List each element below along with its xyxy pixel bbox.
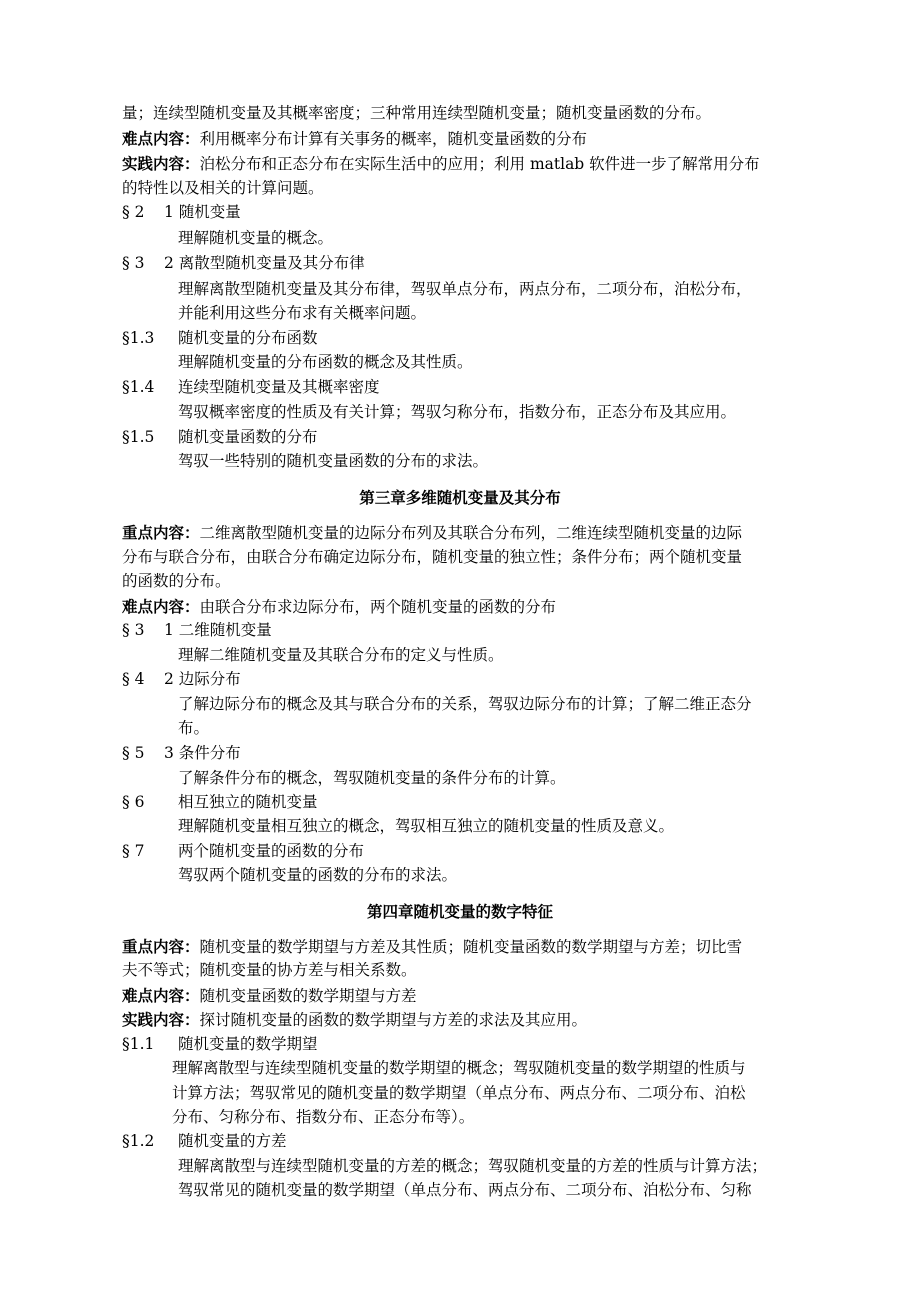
section-number: § 5 bbox=[122, 744, 145, 762]
section-desc: 计算方法；驾驭常见的随机变量的数学期望（单点分布、两点分布、二项分布、泊松 bbox=[172, 1084, 746, 1102]
section-number: §1.4 bbox=[122, 378, 155, 396]
key-line bbox=[122, 939, 742, 956]
section-number: § 3 bbox=[122, 621, 145, 639]
section-desc: 理解随机变量的概念。 bbox=[178, 229, 334, 247]
chapter-title: 第三章多维随机变量及其分布 bbox=[359, 488, 561, 507]
key-text: 二维离散型随机变量的边际分布列及其联合分布列，二维连续型随机变量的边际 bbox=[199, 524, 743, 542]
section-title: 1 二维随机变量 bbox=[164, 621, 272, 639]
section-desc: 理解随机变量相互独立的概念，驾驭相互独立的随机变量的性质及意义。 bbox=[178, 817, 675, 835]
section-number: § 6 bbox=[122, 793, 145, 811]
section-title: 1 随机变量 bbox=[164, 203, 241, 221]
section-title: 随机变量函数的分布 bbox=[178, 428, 318, 446]
practice-label: 实践内容： bbox=[122, 154, 200, 173]
difficulty-text: 随机变量函数的数学期望与方差 bbox=[199, 987, 417, 1005]
difficulty-text: 利用概率分布计算有关事务的概率，随机变量函数的分布 bbox=[199, 130, 588, 148]
section-number: §1.2 bbox=[122, 1132, 155, 1150]
key-label: 重点内容： bbox=[122, 523, 200, 542]
text-line: 量；连续型随机变量及其概率密度；三种常用连续型随机变量；随机变量函数的分布。 bbox=[122, 104, 712, 122]
practice-text: 泊松分布和正态分布在实际生活中的应用；利用 matlab 软件进一步了解常用分布 bbox=[199, 155, 760, 173]
section-desc: 分布、匀称分布、指数分布、正态分布等）。 bbox=[172, 1108, 475, 1126]
section-number: § 7 bbox=[122, 842, 145, 860]
text-line: 夫不等式；随机变量的协方差与相关系数。 bbox=[122, 961, 417, 979]
section-title: 2 边际分布 bbox=[164, 670, 241, 688]
section-number: § 3 bbox=[122, 254, 145, 272]
difficulty-text: 由联合分布求边际分布，两个随机变量的函数的分布 bbox=[199, 598, 557, 616]
section-desc: 了解条件分布的概念，驾驭随机变量的条件分布的计算。 bbox=[178, 769, 566, 787]
practice-text: 探讨随机变量的函数的数学期望与方差的求法及其应用。 bbox=[199, 1011, 588, 1029]
section-desc: 布。 bbox=[178, 719, 210, 737]
text-line: 的函数的分布。 bbox=[122, 572, 231, 590]
section-desc: 理解离散型与连续型随机变量的方差的概念；驾驭随机变量的方差的性质与计算方法； bbox=[178, 1157, 768, 1175]
difficulty-label: 难点内容： bbox=[122, 129, 200, 148]
practice-line bbox=[122, 1012, 587, 1029]
practice-line bbox=[122, 156, 760, 173]
key-line bbox=[122, 525, 742, 542]
key-text: 随机变量的数学期望与方差及其性质；随机变量函数的数学期望与方差；切比雪 bbox=[199, 938, 743, 956]
difficulty-label: 难点内容： bbox=[122, 597, 200, 616]
section-desc: 理解随机变量的分布函数的概念及其性质。 bbox=[178, 353, 473, 371]
section-number: § 2 bbox=[122, 203, 145, 221]
section-desc: 理解离散型与连续型随机变量的数学期望的概念；驾驭随机变量的数学期望的性质与 bbox=[172, 1059, 746, 1077]
section-number: §1.5 bbox=[122, 428, 155, 446]
section-title: 随机变量的分布函数 bbox=[178, 329, 318, 347]
section-desc: 驾驭常见的随机变量的数学期望（单点分布、两点分布、二项分布、泊松分布、匀称 bbox=[178, 1181, 752, 1199]
section-title: 两个随机变量的函数的分布 bbox=[178, 842, 365, 860]
section-number: §1.1 bbox=[122, 1035, 155, 1053]
section-desc: 驾驭两个随机变量的函数的分布的求法。 bbox=[178, 866, 458, 884]
difficulty-line bbox=[122, 599, 556, 616]
section-title: 连续型随机变量及其概率密度 bbox=[178, 378, 380, 396]
section-number: § 4 bbox=[122, 670, 145, 688]
section-title: 2 离散型随机变量及其分布律 bbox=[164, 254, 365, 272]
section-title: 相互独立的随机变量 bbox=[178, 793, 318, 811]
text-line: 分布与联合分布，由联合分布确定边际分布，随机变量的独立性；条件分布；两个随机变量 bbox=[122, 548, 743, 566]
section-desc: 驾驭概率密度的性质及有关计算；驾驭匀称分布，指数分布，正态分布及其应用。 bbox=[178, 403, 737, 421]
section-title: 随机变量的方差 bbox=[178, 1132, 287, 1150]
difficulty-label: 难点内容： bbox=[122, 986, 200, 1005]
difficulty-line bbox=[122, 988, 417, 1005]
section-title: 随机变量的数学期望 bbox=[178, 1035, 318, 1053]
key-label: 重点内容： bbox=[122, 937, 200, 956]
difficulty-line bbox=[122, 131, 587, 148]
section-desc: 理解离散型随机变量及其分布律，驾驭单点分布，两点分布，二项分布，泊松分布， bbox=[178, 280, 752, 298]
text-line: 的特性以及相关的计算问题。 bbox=[122, 179, 324, 197]
section-title: 3 条件分布 bbox=[164, 744, 241, 762]
section-desc: 理解二维随机变量及其联合分布的定义与性质。 bbox=[178, 646, 504, 664]
practice-label: 实践内容： bbox=[122, 1010, 200, 1029]
section-desc: 驾驭一些特别的随机变量函数的分布的求法。 bbox=[178, 452, 489, 470]
chapter-title: 第四章随机变量的数字特征 bbox=[366, 902, 553, 921]
section-desc: 了解边际分布的概念及其与联合分布的关系，驾驭边际分布的计算；了解二维正态分 bbox=[178, 695, 752, 713]
section-number: §1.3 bbox=[122, 329, 155, 347]
section-desc: 并能利用这些分布求有关概率问题。 bbox=[178, 304, 427, 322]
